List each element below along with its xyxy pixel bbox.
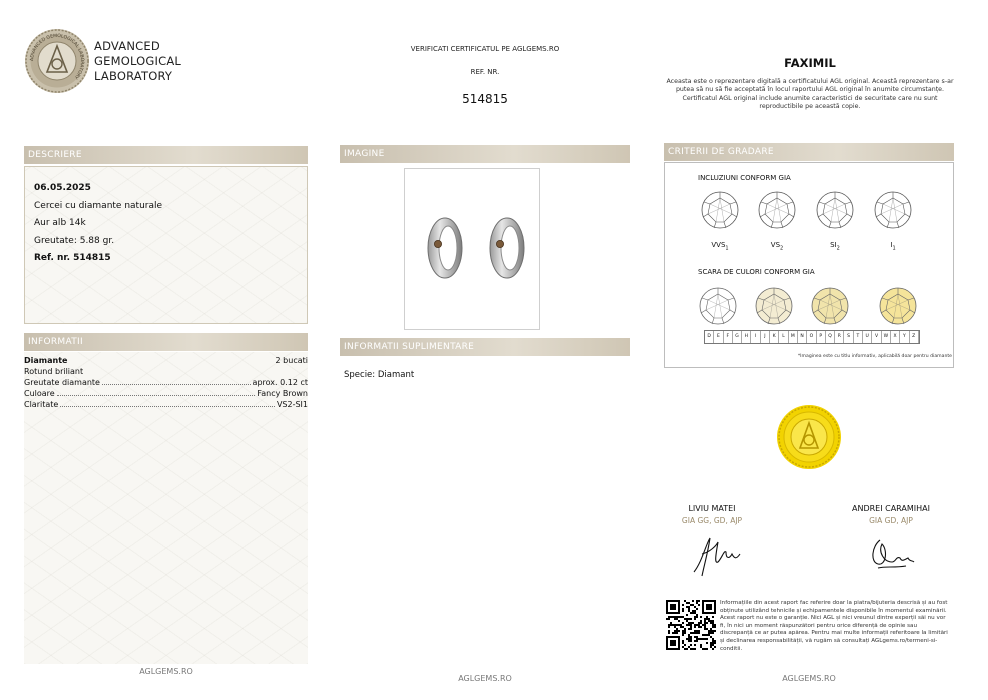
info-leader <box>57 395 256 396</box>
extra-info-specie: Specie: Diamant <box>344 370 415 380</box>
verify-text: VERIFICATI CERTIFICATUL PE AGLGEMS.RO <box>410 45 560 53</box>
section-bar-imagine: IMAGINE <box>340 145 630 163</box>
clarity-diagram-4 <box>873 190 913 234</box>
clarity-grade-label: $VS_2$ <box>770 241 784 252</box>
faximil-note: Aceasta este o reprezentare digitală a certificatului AGL original. Această reprezentare s-ar putea să nu să fie acceptată în locul raportului AGL original în anumite circumstanțe. Certificatul AGL original include anumite caracteristici de securitate care nu sunt reproductibile pe această copie. <box>666 78 954 111</box>
description-weight: Greutate: 5.88 gr. <box>34 235 115 246</box>
color-scale-cell: P <box>817 331 826 343</box>
info-label: Rotund briliant <box>24 367 84 376</box>
info-row <box>24 389 308 398</box>
signatory-1-credentials: GIA GG, GD, AJP <box>681 516 743 525</box>
clarity-diagram-3 <box>815 190 855 234</box>
footer-website-right[interactable]: AGLGEMS.RO <box>782 674 836 683</box>
description-metal: Aur alb 14k <box>34 218 86 228</box>
color-scale-cell: M <box>789 331 798 343</box>
earring-left <box>428 218 462 278</box>
qr-code-icon[interactable] <box>666 600 716 650</box>
lab-name-line: GEMOLOGICAL <box>94 54 182 68</box>
color-diagram-3 <box>810 286 850 330</box>
info-label: Culoare <box>24 389 55 398</box>
lab-name-line: LABORATORY <box>94 69 173 83</box>
description-date: 06.05.2025 <box>34 183 91 193</box>
color-scale-cell: T <box>854 331 863 343</box>
lab-name <box>94 39 181 84</box>
info-panel <box>24 352 308 664</box>
earring-right <box>490 218 524 278</box>
color-scale-cell: V <box>872 331 881 343</box>
info-value: 2 bucati <box>275 356 308 365</box>
clarity-grade-label: $SI_2$ <box>830 241 840 252</box>
clarity-diagram-2 <box>757 190 797 234</box>
color-scale-cell: F <box>724 331 733 343</box>
section-bar-informatii: INFORMATII <box>24 333 308 351</box>
color-scale-cell: S <box>844 331 853 343</box>
earrings-image <box>405 169 539 329</box>
info-value: aprox. 0.12 ct <box>252 378 308 387</box>
color-scale-bar <box>704 330 920 344</box>
info-row <box>24 400 308 409</box>
signatory-1-name: LIVIU MATEI <box>688 504 736 513</box>
color-scale-cell: R <box>835 331 844 343</box>
color-scale-cell: J <box>761 331 770 343</box>
faximil-title: FAXIMIL <box>784 56 836 70</box>
color-scale-cell: H <box>742 331 751 343</box>
info-value: VS2-SI1 <box>276 400 308 409</box>
color-scale-cell: W <box>882 331 891 343</box>
seal-ring-text: ADVANCED GEMOLOGICAL LABORATORY <box>29 33 85 80</box>
clarity-grade-label: $VVS_1$ <box>711 241 729 252</box>
color-scale-cell: O <box>807 331 816 343</box>
signatory-2-credentials: GIA GD, AJP <box>869 516 913 525</box>
lab-name-line: ADVANCED <box>94 39 160 53</box>
info-row <box>24 378 308 387</box>
color-scale-cell: I <box>751 331 760 343</box>
color-diagram-4 <box>878 286 918 330</box>
description-lines <box>34 180 162 268</box>
ref-label: REF. NR. <box>470 68 500 76</box>
disclaimer-text: Informațiile din acest raport fac referire doar la piatra/bijuteria descrisă și au fost obținute utilizând tehnicile și echipamentele disponibile în momentul examinării. Acest raport nu este o garanție. Nici AGL și nici vreunul dintre experții săi nu vor fi, în nici un moment răspunzători pentru orice diferență de opinie sau discrepanță ce ar putea apărea. Pentru mai multe informații referitoare la limitări și declinarea responsabilității, vă rugăm să consultați AGLgems.ro/termeni-si-conditii. <box>720 600 948 652</box>
clarity-grade-label: $I_1$ <box>890 241 896 252</box>
footer-website-middle[interactable]: AGLGEMS.RO <box>458 674 512 683</box>
ref-number: 514815 <box>462 92 508 106</box>
signature-1 <box>688 532 748 580</box>
color-scale-cell: U <box>863 331 872 343</box>
agl-seal-logo <box>24 28 90 94</box>
description-ref: Ref. nr. 514815 <box>34 253 111 263</box>
color-scale-cell: N <box>798 331 807 343</box>
inclusions-title: INCLUZIUNI CONFORM GIA <box>698 174 791 182</box>
color-scale-cell: E <box>714 331 723 343</box>
color-scale-cell: L <box>779 331 788 343</box>
info-row <box>24 356 308 365</box>
product-image-frame <box>404 168 540 330</box>
signatory-2-name: ANDREI CARAMIHAI <box>851 504 930 513</box>
color-scale-cell: Z <box>910 331 919 343</box>
signature-2 <box>866 532 916 576</box>
color-scale-cell: Q <box>826 331 835 343</box>
grading-footnote: *Imaginea este cu titlu informativ, aplicabilă doar pentru diamante <box>797 354 952 359</box>
info-leader <box>102 384 251 385</box>
info-row <box>24 367 308 376</box>
color-scale-cell: X <box>891 331 900 343</box>
color-diagram-2 <box>754 286 794 330</box>
color-scale-cell: K <box>770 331 779 343</box>
footer-website-left[interactable]: AGLGEMS.RO <box>139 667 193 676</box>
description-item: Cercei cu diamante naturale <box>34 200 163 211</box>
clarity-diagram-1 <box>700 190 740 234</box>
section-bar-descriere: DESCRIERE <box>24 146 308 164</box>
color-scale-cell: D <box>705 331 714 343</box>
info-label: Diamante <box>24 356 68 365</box>
color-scale-title: SCARA DE CULORI CONFORM GIA <box>698 268 815 276</box>
color-scale-cell: Y <box>900 331 909 343</box>
section-bar-criterii: CRITERII DE GRADARE <box>664 143 954 161</box>
gold-seal-icon <box>776 404 842 470</box>
info-leader <box>60 406 275 407</box>
info-label: Claritate <box>24 400 59 409</box>
info-label: Greutate diamante <box>24 378 100 387</box>
color-diagram-1 <box>698 286 738 330</box>
info-value: Fancy Brown <box>257 389 308 398</box>
section-bar-suplimentare: INFORMATII SUPLIMENTARE <box>340 338 630 356</box>
color-scale-cell: G <box>733 331 742 343</box>
